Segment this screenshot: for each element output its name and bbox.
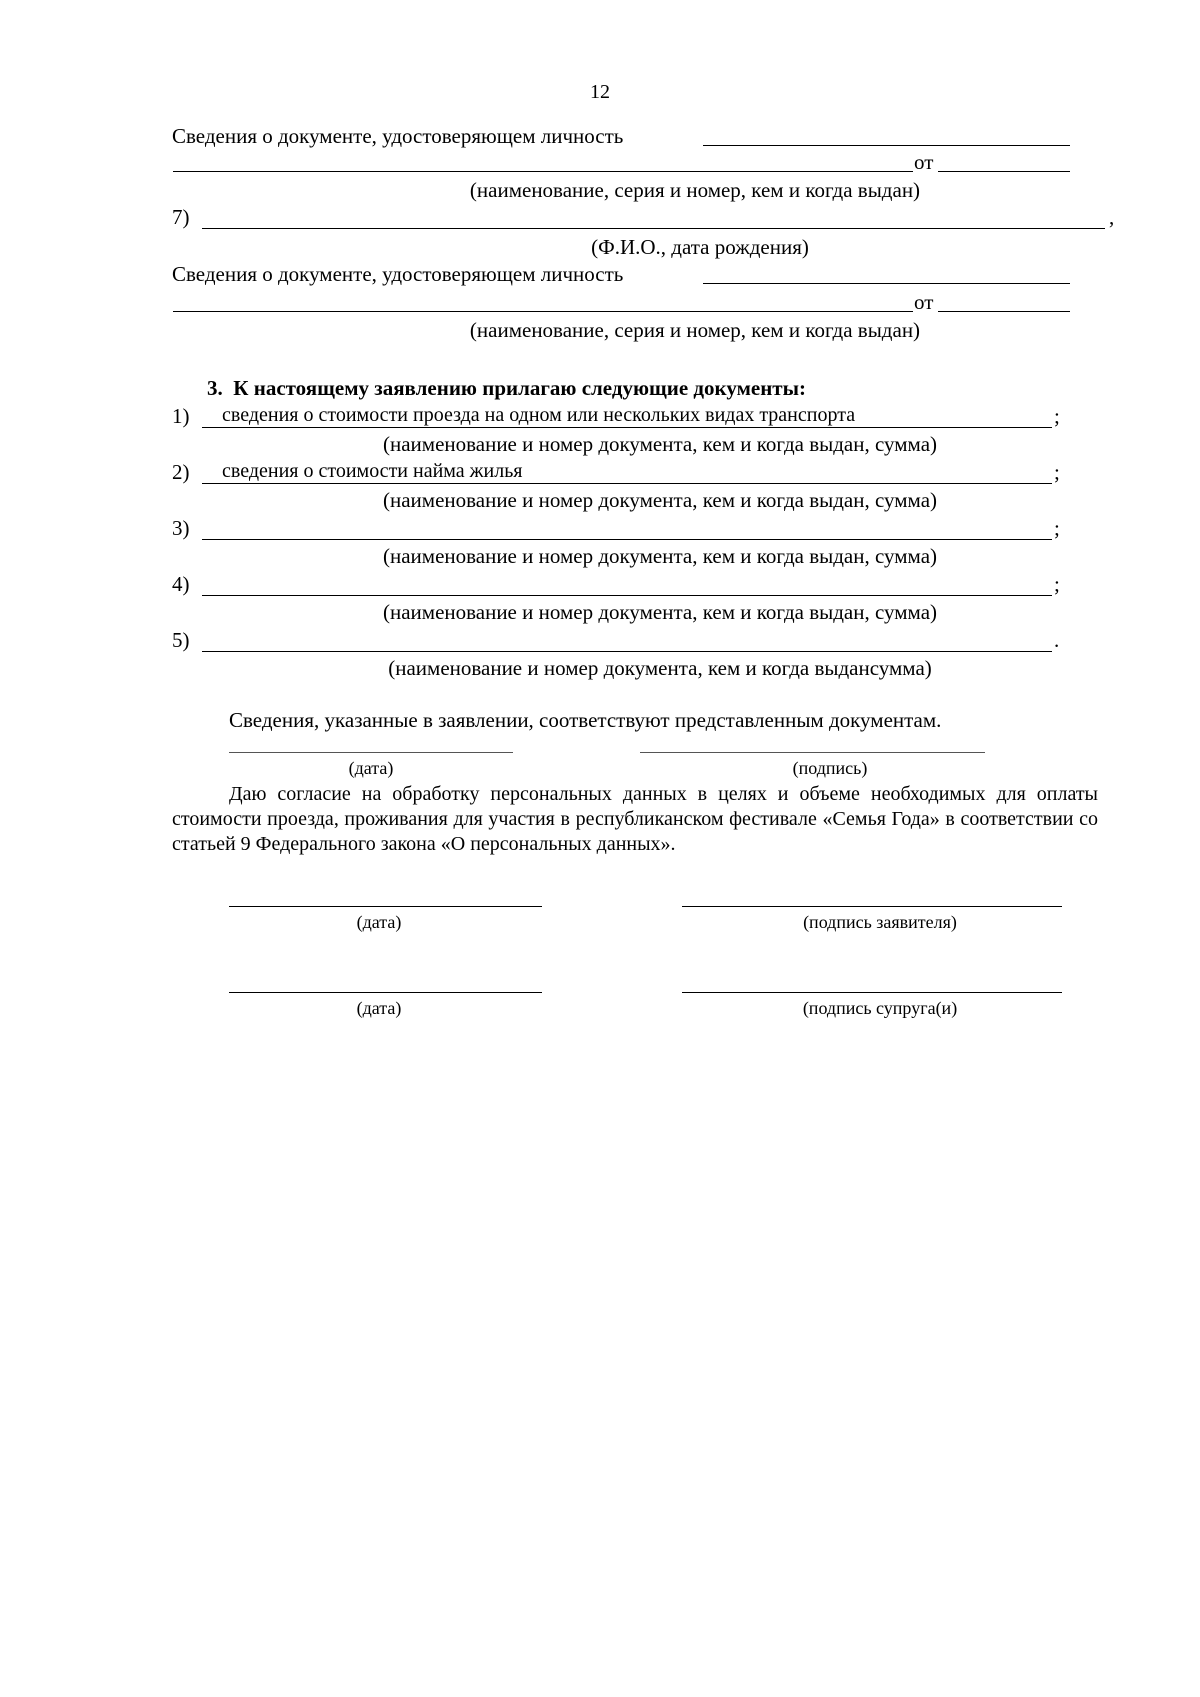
doc-item-3-input[interactable] <box>202 514 1052 540</box>
applicant-signature-caption: (подпись заявителя) <box>803 912 957 932</box>
doc-item-5-input[interactable] <box>202 626 1052 652</box>
doc-item-5-number: 5) <box>172 628 190 652</box>
date-caption-2: (дата) <box>356 912 402 932</box>
doc-item-4-number: 4) <box>172 572 190 596</box>
date-line-3[interactable] <box>229 992 542 993</box>
doc-item-4-input[interactable] <box>202 570 1052 596</box>
doc-item-2-number: 2) <box>172 460 190 484</box>
identity-input-1[interactable] <box>703 124 1070 146</box>
doc-caption-1: (наименование, серия и номер, кем и когда выдан) <box>469 178 921 202</box>
signature-caption-1: (подпись) <box>792 758 868 778</box>
identity-label-2: Сведения о документе, удостоверяющем личность <box>172 262 624 286</box>
doc-item-5-end: . <box>1054 628 1060 652</box>
doc-item-3-caption: (наименование и номер документа, кем и когда выдан, сумма) <box>382 544 938 568</box>
date-line-1[interactable] <box>229 752 513 753</box>
conformity-statement: Сведения, указанные в заявлении, соответствуют представленным документам. <box>229 708 942 732</box>
consent-paragraph: Даю согласие на обработку персональных данных в целях и объеме необходимых для оплаты стоимости проезда, проживания для участия в республиканском фестивале «Семья Года» в соответствии со статьей 9 Федерального закона «О персональных данных». <box>172 783 1098 855</box>
identity-input-1-line2[interactable] <box>173 148 913 172</box>
applicant-signature-line[interactable] <box>682 906 1062 907</box>
date-caption-3: (дата) <box>356 998 402 1018</box>
doc-item-5-caption: (наименование и номер документа, кем и когда выдансумма) <box>388 656 932 680</box>
issued-date-input-1[interactable] <box>938 148 1070 172</box>
person7-comma: , <box>1109 205 1115 229</box>
section3-number: 3. <box>207 376 223 400</box>
doc-item-2-end: ; <box>1054 460 1060 484</box>
from-label-2: от <box>914 290 934 314</box>
doc-item-1-input[interactable] <box>202 402 1052 428</box>
doc-item-1-number: 1) <box>172 404 190 428</box>
section3-title: К настоящему заявлению прилагаю следующие документы: <box>233 376 807 400</box>
doc-item-4-end: ; <box>1054 572 1060 596</box>
person7-fio-input[interactable] <box>202 205 1105 229</box>
doc-item-2-value: сведения о стоимости найма жилья <box>222 460 523 482</box>
from-label-1: от <box>914 150 934 174</box>
date-caption-1: (дата) <box>348 758 394 778</box>
signature-line-1[interactable] <box>640 752 985 753</box>
identity-label-1: Сведения о документе, удостоверяющем личность <box>172 124 624 148</box>
issued-date-input-2[interactable] <box>938 288 1070 312</box>
identity-input-2[interactable] <box>703 262 1070 284</box>
date-line-2[interactable] <box>229 906 542 907</box>
doc-caption-2: (наименование, серия и номер, кем и когда выдан) <box>469 318 921 342</box>
doc-item-1-caption: (наименование и номер документа, кем и когда выдан, сумма) <box>382 432 938 456</box>
doc-item-3-number: 3) <box>172 516 190 540</box>
person7-number: 7) <box>172 205 190 229</box>
section3-heading <box>207 376 806 400</box>
doc-item-2-caption: (наименование и номер документа, кем и когда выдан, сумма) <box>382 488 938 512</box>
doc-item-2-input[interactable] <box>202 458 1052 484</box>
identity-input-2-line2[interactable] <box>173 288 913 312</box>
person7-caption: (Ф.И.О., дата рождения) <box>591 235 809 259</box>
doc-item-1-end: ; <box>1054 404 1060 428</box>
doc-item-1-value: сведения о стоимости проезда на одном или нескольких видах транспорта <box>222 404 856 426</box>
spouse-signature-line[interactable] <box>682 992 1062 993</box>
page-number: 12 <box>590 81 610 103</box>
spouse-signature-caption: (подпись супруга(и) <box>802 998 958 1018</box>
doc-item-3-end: ; <box>1054 516 1060 540</box>
doc-item-4-caption: (наименование и номер документа, кем и когда выдан, сумма) <box>382 600 938 624</box>
